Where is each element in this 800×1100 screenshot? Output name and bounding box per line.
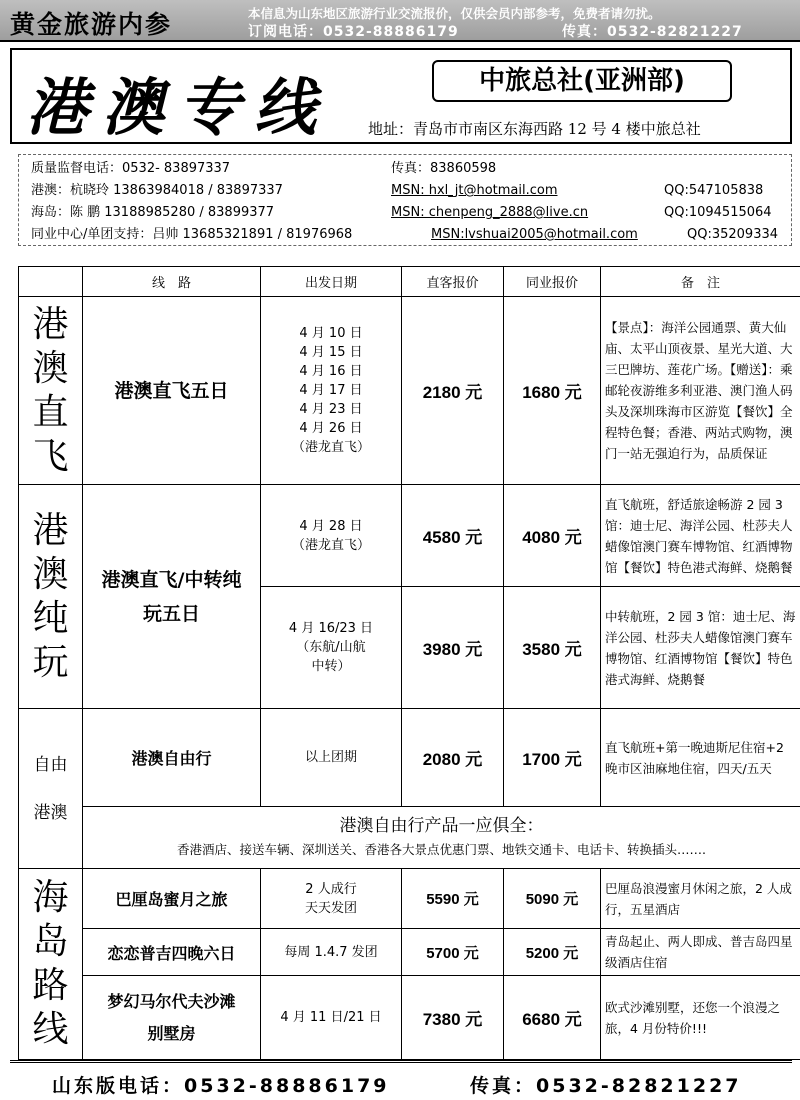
free-products-title: 港澳自由行产品一应俱全：: [339, 815, 544, 836]
trade-price: 1700 元: [504, 709, 601, 807]
contact-msn[interactable]: MSN: hxl_jt@hotmail.com: [391, 183, 558, 198]
trade-price: 5090 元: [504, 869, 601, 929]
free-products-cell: [83, 807, 800, 869]
contact-row: [19, 202, 791, 223]
table-row: [19, 869, 800, 929]
contact-qq: QQ:35209334: [687, 227, 779, 242]
address: 地址：青岛市市南区东海西路 12 号 4 楼中旅总社: [368, 120, 701, 138]
route-name: 梦幻马尔代夫沙滩别墅房: [83, 976, 261, 1060]
remarks: 中转航班，2 园 3 馆：迪士尼、海洋公园、杜莎夫人蜡像馆澳门赛车博物馆、红酒博物馆【餐饮】特色港式海鲜、烧鹅餐: [601, 587, 800, 709]
category-label: 港澳直飞: [32, 303, 69, 477]
retail-price: 2180 元: [402, 297, 504, 485]
table-row: [19, 807, 800, 869]
departure-dates: [261, 485, 402, 587]
trade-price: 6680 元: [504, 976, 601, 1060]
route-name: 港澳自由行: [83, 709, 261, 807]
retail-price: 4580 元: [402, 485, 504, 587]
category-cell: [19, 297, 83, 485]
departure-dates: 以上团期: [261, 709, 402, 807]
remarks: 欧式沙滩别墅，还您一个浪漫之旅，4 月份特价!!!: [601, 976, 800, 1060]
date-line: （港龙直飞）: [291, 440, 370, 455]
category-cell: [19, 709, 83, 869]
contact-name: 港澳：杭晓玲 13863984018 / 83897337: [31, 183, 283, 198]
header-box: [10, 48, 792, 144]
departure-dates: [261, 869, 402, 929]
contact-row: [19, 158, 791, 179]
subscribe-tel: 订阅电话：0532-88886179: [248, 24, 459, 40]
category-label: 港澳纯玩: [32, 509, 69, 683]
brand-name: 黄金旅游内参: [10, 10, 173, 39]
category-cell: [19, 869, 83, 1060]
date-line: 4 月 17 日: [299, 383, 363, 398]
table-header-row: [19, 267, 800, 297]
top-bar: [0, 0, 800, 42]
contact-name: 质量监督电话：0532- 83897337: [31, 161, 231, 176]
date-line: 4 月 26 日: [299, 421, 363, 436]
contact-qq: QQ:1094515064: [664, 205, 772, 220]
date-line: 天天发团: [304, 900, 357, 916]
trade-price: 3580 元: [504, 587, 601, 709]
date-line: 中转）: [311, 659, 351, 674]
retail-price: 5700 元: [402, 929, 504, 976]
route-name: 恋恋普吉四晚六日: [83, 929, 261, 976]
footer-divider: [10, 1060, 792, 1063]
contact-block: [18, 154, 792, 246]
header-blank: [19, 267, 83, 297]
date-line: （东航/山航: [296, 640, 366, 655]
column-header: 直客报价: [402, 267, 504, 297]
column-header: 备 注: [601, 267, 800, 297]
retail-price: 2080 元: [402, 709, 504, 807]
contact-name: 同业中心/单团支持：吕帅 13685321891 / 81976968: [31, 227, 353, 242]
remarks: 青岛起止、两人即成、普吉岛四星级酒店住宿: [601, 929, 800, 976]
date-line: （港龙直飞）: [291, 537, 370, 553]
departure-dates: [261, 587, 402, 709]
retail-price: 3980 元: [402, 587, 504, 709]
top-fax: 传真：0532-82821227: [562, 24, 743, 40]
date-line: 4 月 16 日: [299, 364, 363, 379]
departure-dates: [261, 297, 402, 485]
category-label: 自由港澳: [33, 754, 68, 823]
remarks: 巴厘岛浪漫蜜月休闲之旅，2 人成行，五星酒店: [601, 869, 800, 929]
column-header: 出发日期: [261, 267, 402, 297]
trade-price: 1680 元: [504, 297, 601, 485]
date-line: 4 月 10 日: [299, 326, 363, 341]
free-products-list: 香港酒店、接送车辆、深圳送关、香港各大景点优惠门票、地铁交通卡、电话卡、转换插头…….: [177, 841, 706, 857]
route-name: 港澳直飞/中转纯玩五日: [83, 485, 261, 709]
table-row: [19, 485, 800, 587]
route-name: 港澳直飞五日: [83, 297, 261, 485]
contact-qq: QQ:547105838: [664, 183, 764, 198]
date-line: 4 月 23 日: [299, 402, 363, 417]
contact-msn[interactable]: MSN:lvshuai2005@hotmail.com: [431, 227, 638, 242]
table-row: [19, 297, 800, 485]
column-header: 同业报价: [504, 267, 601, 297]
date-line: 4 月 28 日: [299, 518, 363, 534]
date-line: 4 月 16/23 日: [288, 621, 374, 636]
page-title: 港澳专线: [26, 71, 331, 144]
contact-name: 海岛：陈 鹏 13188985280 / 83899377: [31, 205, 275, 220]
price-table: [18, 266, 800, 1060]
category-label: 海岛路线: [32, 877, 69, 1050]
contact-row: [19, 224, 791, 245]
table-row: [19, 709, 800, 807]
remarks: 直飞航班+第一晚迪斯尼住宿+2 晚市区油麻地住宿，四天/五天: [601, 709, 800, 807]
retail-price: 7380 元: [402, 976, 504, 1060]
member-notice: 本信息为山东地区旅游行业交流报价，仅供会员内部参考，免费者请勿扰。: [248, 6, 661, 21]
table-row: [19, 976, 800, 1060]
route-name: 巴厘岛蜜月之旅: [83, 869, 261, 929]
contact-fax: 传真：83860598: [391, 161, 497, 176]
table-row: [19, 929, 800, 976]
trade-price: 4080 元: [504, 485, 601, 587]
footer-tel: 山东版电话：0532-88886179: [52, 1075, 390, 1097]
remarks: 【景点】：海洋公园通票、黄大仙庙、太平山顶夜景、星光大道、大三巴牌坊、莲花广场。【赠送】：乘邮轮夜游维多利亚港、澳门渔人码头及深圳珠海市区游览【餐饮】全程特色餐；香港、两站式购物，澳门一站无强迫行为，品质保证: [601, 297, 800, 485]
company-box: 中旅总社(亚洲部): [432, 60, 732, 102]
date-line: 4 月 15 日: [299, 345, 363, 360]
column-header: 线 路: [83, 267, 261, 297]
contact-msn[interactable]: MSN: chenpeng_2888@live.cn: [391, 205, 589, 220]
date-line: 2 人成行: [305, 881, 357, 897]
contact-row: [19, 180, 791, 201]
departure-dates: 每周 1.4.7 发团: [261, 929, 402, 976]
departure-dates: 4 月 11 日/21 日: [261, 976, 402, 1060]
footer-fax: 传真：0532-82821227: [470, 1075, 742, 1097]
retail-price: 5590 元: [402, 869, 504, 929]
category-cell: [19, 485, 83, 709]
trade-price: 5200 元: [504, 929, 601, 976]
remarks: 直飞航班，舒适旅途畅游 2 园 3 馆：迪士尼、海洋公园、杜莎夫人蜡像馆澳门赛车博物馆、红酒博物馆【餐饮】特色港式海鲜、烧鹅餐: [601, 485, 800, 587]
